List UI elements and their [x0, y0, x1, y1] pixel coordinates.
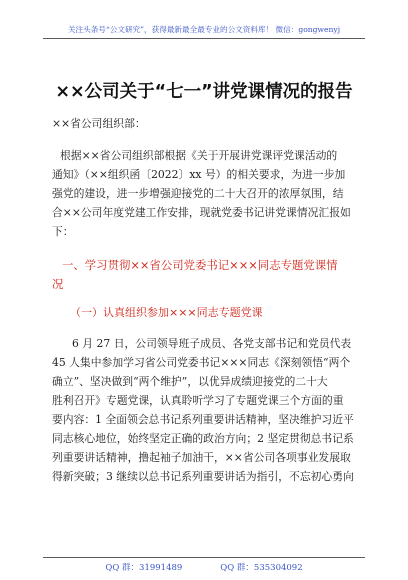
salutation: ××省公司组织部： [52, 117, 146, 130]
paragraph-line: 同志核心地位，始终坚定正确的政治方向；2 坚定贯彻总书记系 [52, 432, 354, 445]
footer-qq-group-2: QQ 群：535304092 [220, 563, 303, 573]
paragraph-line: 列重要讲话精神，撸起袖子加油干，××省公司各项事业发展取 [52, 451, 351, 464]
heading-line: 况 [52, 277, 64, 291]
paragraph-line: 通知》（××组织函〔2022〕xx 号）的相关要求，为进一步加 [52, 168, 346, 181]
paragraph-line: 合××公司年度党建工作安排，现就党委书记讲党课情况汇报如 [52, 206, 351, 219]
paragraph-line: 6 月 27 日，公司领导班子成员、各党支部书记和党员代表 [72, 337, 352, 350]
heading-line: 一、学习贯彻××省公司党委书记×××同志专题党课情 [62, 258, 338, 272]
paragraph-line: 要内容：1 全面领会总书记系列重要讲话精神，坚决维护习近平 [52, 413, 354, 426]
footer-qq-group-1: QQ 群：31991489 [105, 563, 183, 573]
paragraph-line: 强党的建设，进一步增强迎接党的二十大召开的浓厚氛围，结 [52, 187, 344, 200]
page-footer [43, 557, 365, 573]
subheading-1: （一）认真组织参加×××同志专题党课 [70, 306, 263, 319]
document-title: ××公司关于“七一”讲党课情况的报告 [55, 82, 353, 102]
paragraph-line: 下： [52, 225, 74, 238]
paragraph-line: 得新突破；3 继续以总书记系列重要讲话为指引，不忘初心勇向 [52, 470, 354, 483]
paragraph-line: 确立”、坚决做到“两个维护”，以优异成绩迎接党的二十大 [52, 375, 328, 388]
page-header-banner: 关注头条号“公文研究”，获得最新最全最专业的公文资料库！ 微信：gongwenyj [43, 24, 365, 39]
paragraph-line: 45 人集中参加学习省公司党委书记×××同志《深刻领悟“两个 [52, 356, 351, 369]
paragraph-line: 根据××省公司组织部根据《关于开展讲党课评党课活动的 [60, 149, 338, 162]
paragraph-line: 胜利召开》专题党课，认真聆听学习了专题党课三个方面的重 [52, 394, 344, 407]
